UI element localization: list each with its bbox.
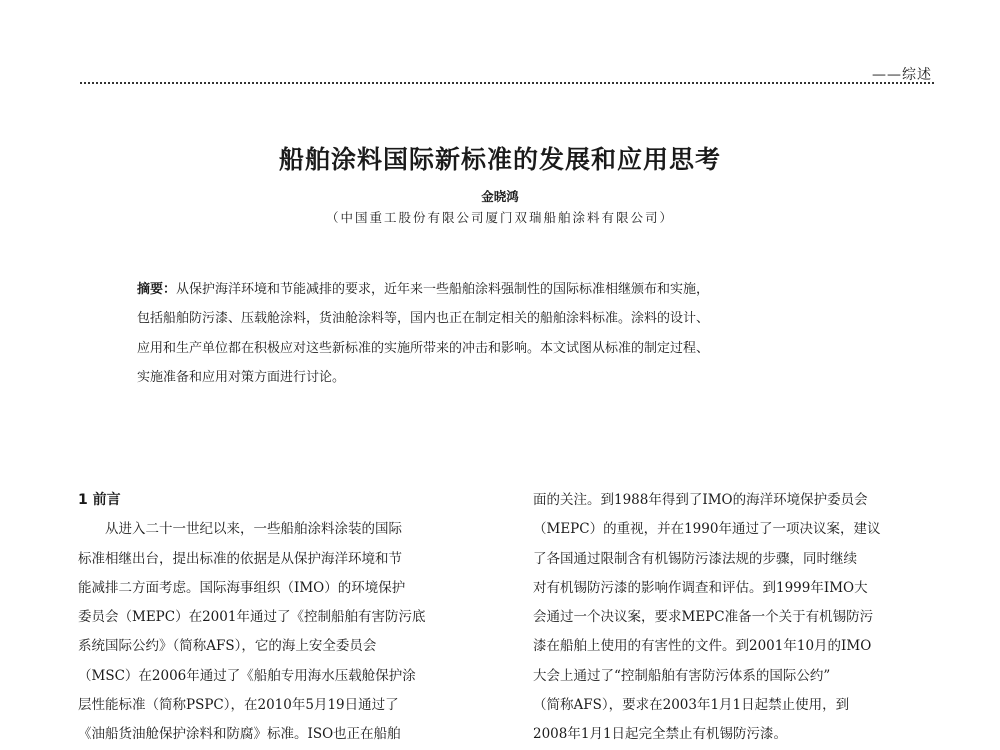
- body-line: 从进入二十一世纪以来，一些船舶涂料涂装的国际: [78, 521, 402, 538]
- abstract-label: 摘要：: [137, 282, 177, 297]
- body-right-column: [533, 486, 933, 750]
- body-line: 层性能标准（简称PSPC），在2010年5月19日通过了: [78, 697, 399, 714]
- abstract-line: 包括船舶防污漆、压载舱涂料，货油舱涂料等，国内也正在制定相关的船舶涂料标准。涂料的设计、: [137, 311, 710, 327]
- abstract-line: 摘要：从保护海洋环境和节能减排的要求，近年来一些船舶涂料强制性的国际标准相继颁布和实施，: [137, 282, 710, 297]
- body-line: 漆在船舶上使用的有害性的文件。到2001年10月的IMO: [533, 638, 872, 655]
- header-dotted-rule: [80, 82, 934, 84]
- section-label: ——综述: [872, 67, 932, 83]
- paper-author: 金晓鸿: [481, 189, 519, 204]
- body-line: 了各国通过限制含有机锡防污漆法规的步骤，同时继续: [533, 550, 857, 567]
- body-line: 2008年1月1日起完全禁止有机锡防污漆。: [533, 726, 788, 743]
- abstract: [137, 278, 867, 395]
- body-line: 面的关注。到1988年得到了IMO的海洋环境保护委员会: [533, 492, 868, 508]
- body-line: 会通过一个决议案，要求MEPC准备一个关于有机锡防污: [533, 609, 874, 626]
- body-line: 对有机锡防污漆的影响作调查和评估。到1999年IMO大: [533, 579, 868, 596]
- body-line: 标准相继出台，提出标准的依据是从保护海洋环境和节: [78, 550, 402, 567]
- body-line: 能减排二方面考虑。国际海事组织（IMO）的环境保护: [78, 579, 406, 596]
- paper-affiliation: （中国重工股份有限公司厦门双瑞船舶涂料有限公司）: [325, 210, 674, 225]
- body-left-column: [78, 486, 478, 750]
- body-line: （MSC）在2006年通过了《船舶专用海水压载舱保护涂: [78, 667, 416, 684]
- section-heading: 1 前言: [78, 492, 121, 508]
- body-line: （MEPC）的重视，并在1990年通过了一项决议案，建议: [533, 521, 881, 538]
- abstract-line: 实施准备和应用对策方面进行讨论。: [137, 369, 346, 385]
- body-line: 委员会（MEPC）在2001年通过了《控制船舶有害防污底: [78, 609, 426, 626]
- body-line: 《油船货油舱保护涂料和防腐》标准。ISO也正在船舶: [78, 726, 401, 743]
- paper-title: 船舶涂料国际新标准的发展和应用思考: [278, 145, 721, 174]
- body-line: （简称AFS），要求在2003年1月1日起禁止使用，到: [533, 697, 850, 714]
- body-line: 系统国际公约》（简称AFS），它的海上安全委员会: [78, 638, 377, 655]
- body-line: 大会上通过了“控制船舶有害防污体系的国际公约”: [533, 667, 831, 684]
- abstract-line: 应用和生产单位都在积极应对这些新标准的实施所带来的冲击和影响。本文试图从标准的制定过程、: [137, 340, 710, 356]
